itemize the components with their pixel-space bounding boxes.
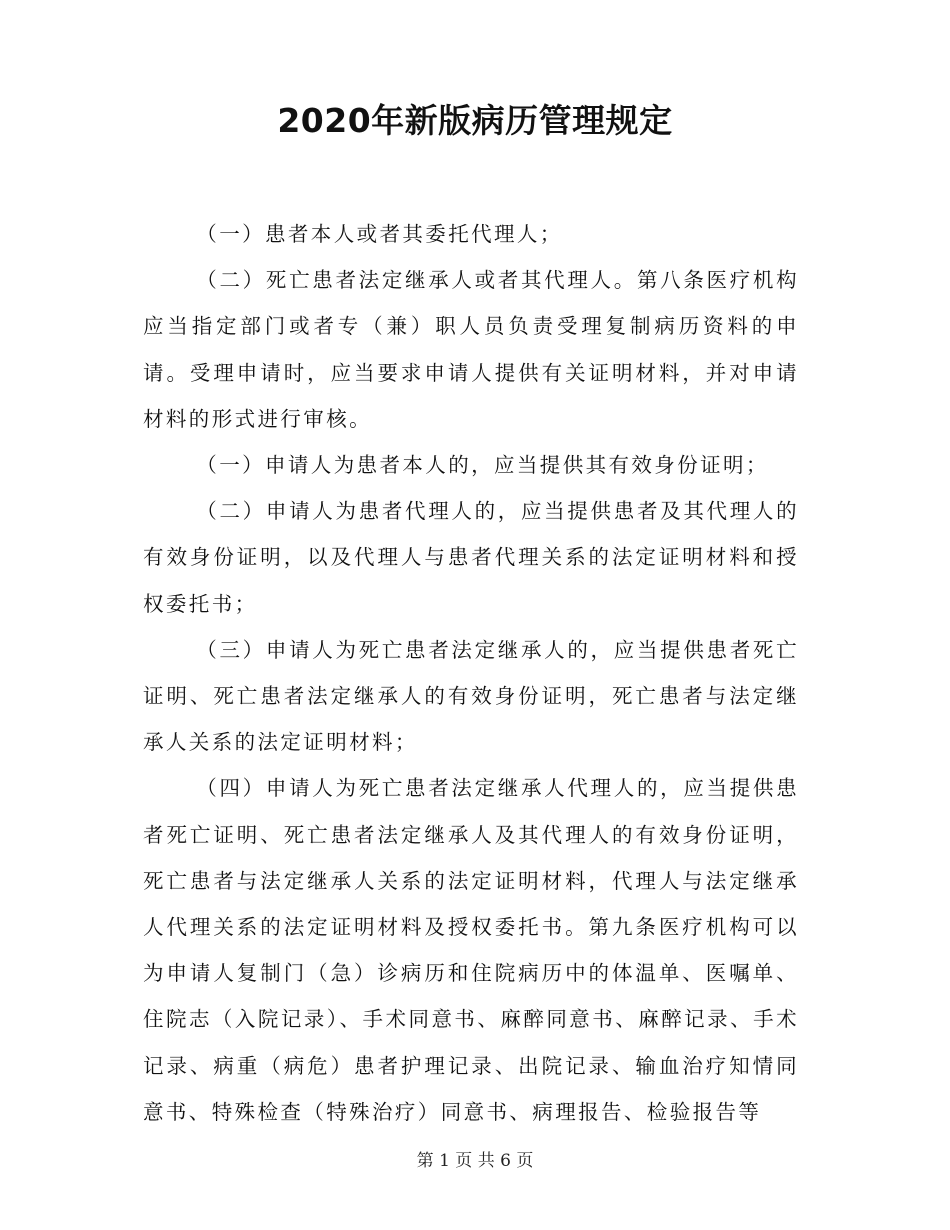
document-title: 2020年新版病历管理规定 [277, 101, 673, 140]
paragraph: （一）患者本人或者其委托代理人； [196, 222, 563, 246]
paragraph: （二）申请人为患者代理人的，应当提供患者及其代理人的有效身份证明，以及代理人与患者代理关系的法定证明材料和授权委托书； [143, 499, 799, 616]
document-body [143, 211, 799, 1135]
paragraph: （二）死亡患者法定继承人或者其代理人。第八条医疗机构应当指定部门或者专（兼）职人员负责受理复制病历资料的申请。受理申请时，应当要求申请人提供有关证明材料，并对申请材料的形式进行审核。 [143, 268, 799, 431]
paragraph: （一）申请人为患者本人的，应当提供其有效身份证明； [196, 453, 769, 478]
page-number-footer: 第 1 页 共 6 页 [416, 1151, 534, 1171]
paragraph: （三）申请人为死亡患者法定继承人的，应当提供患者死亡证明、死亡患者法定继承人的有效身份证明，死亡患者与法定继承人关系的法定证明材料； [143, 637, 799, 755]
paragraph: （四）申请人为死亡患者法定继承人代理人的，应当提供患者死亡证明、死亡患者法定继承人及其代理人的有效身份证明，死亡患者与法定继承人关系的法定证明材料，代理人与法定继承人代理关系的法定证明材料及授权委托书。第九条医疗机构可以为申请人复制门（急）诊病历和住院病历中的体温单、医嘱单、住院志（入院记录）、手术同意书、麻醉同意书、麻醉记录、手术记录、病重（病危）患者护理记录、出院记录、输血治疗知情同意书、特殊检查（特殊治疗）同意书、病理报告、检验报告等 [143, 776, 799, 1124]
